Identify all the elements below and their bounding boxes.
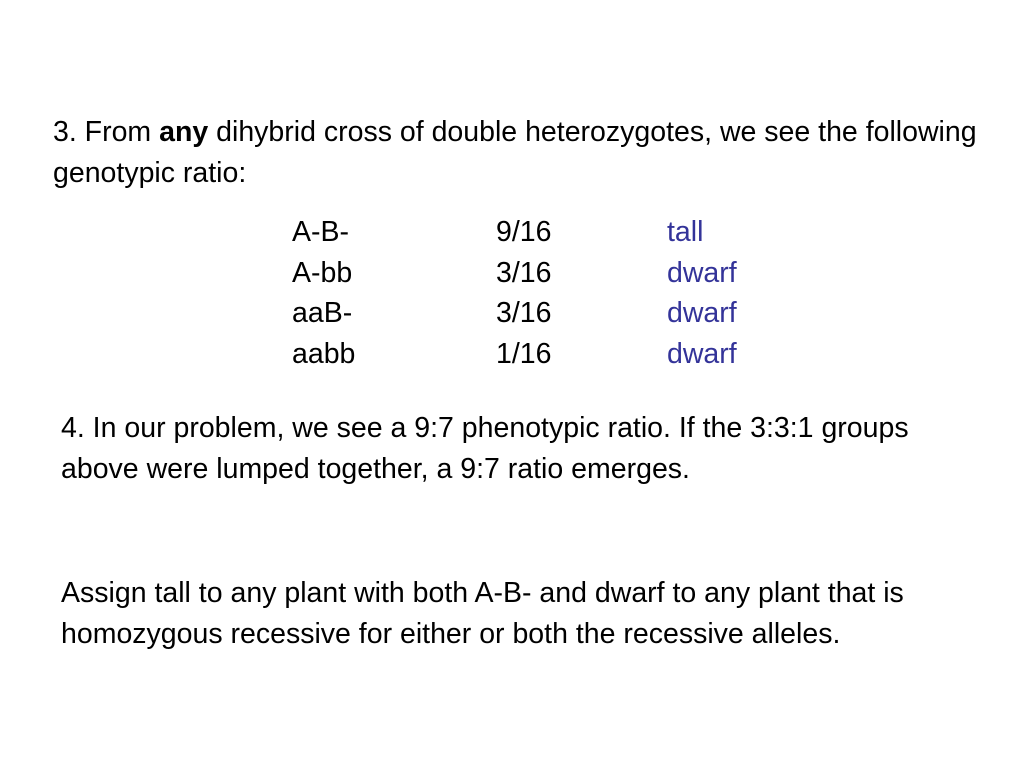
assignment-paragraph: Assign tall to any plant with both A-B- and dwarf to any plant that is homozygous recessive for either or both the recessive alleles.	[61, 577, 904, 650]
ratio-cell: 1/16	[496, 337, 552, 370]
genotype-cell: A-B-	[292, 216, 349, 248]
phenotype-cell: dwarf	[667, 337, 737, 370]
ratio-cell: 3/16	[496, 297, 552, 329]
ratio-cell: 9/16	[496, 216, 552, 248]
phenotype-cell: dwarf	[667, 256, 737, 289]
point-4-paragraph: 4. In our problem, we see a 9:7 phenotypic ratio. If the 3:3:1 groups above were lumped together, a 9:7 ratio emerges.	[61, 412, 909, 485]
ratio-cell: 3/16	[496, 256, 552, 289]
phenotype-cell: tall	[667, 216, 704, 248]
point-3-emphasis: any	[159, 116, 209, 148]
phenotype-cell: dwarf	[667, 297, 737, 329]
point-3-paragraph	[53, 112, 1013, 194]
genotype-cell: aaB-	[292, 297, 353, 329]
point-3-suffix: dihybrid cross of double heterozygotes, we see the following genotypic ratio:	[53, 116, 977, 189]
genotype-cell: A-bb	[292, 256, 353, 289]
point-3-prefix: 3. From	[53, 116, 160, 148]
genotype-cell: aabb	[292, 337, 356, 370]
